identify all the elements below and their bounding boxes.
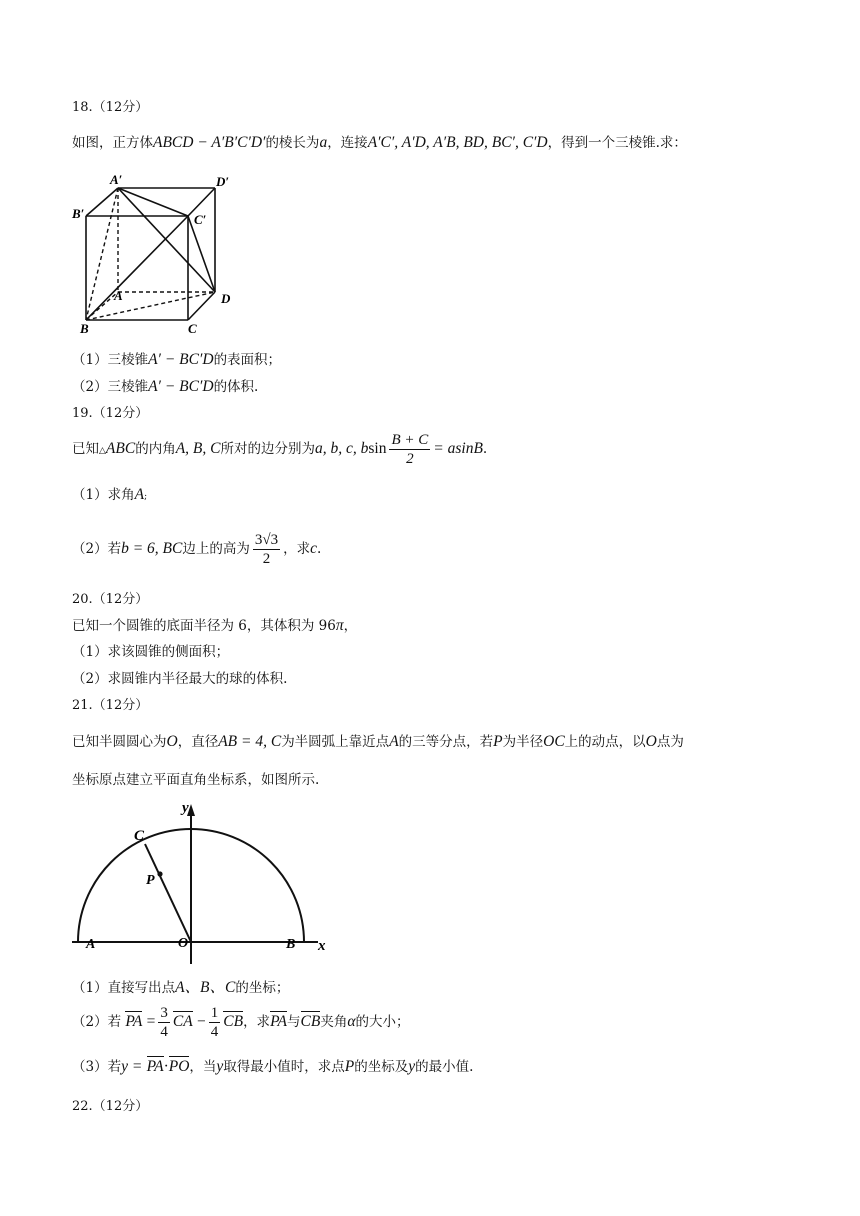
q18-stem	[72, 133, 687, 153]
q19-stem	[72, 429, 487, 471]
label-c-prime: C′	[194, 212, 207, 227]
q19-p2-text-c: ，求	[283, 541, 311, 557]
q18-part2	[72, 377, 258, 397]
point-a-label: A	[86, 937, 96, 952]
q18-p1-tetra: A′ − BC′D	[148, 351, 214, 368]
label-b: B	[80, 321, 89, 336]
q21-text-d: 的三等分点，若	[398, 734, 494, 750]
label-a: A	[114, 288, 123, 303]
q21-p3-dot: ·	[163, 1058, 169, 1075]
axis-x-label: x	[318, 938, 326, 954]
axis-y-label: y	[182, 800, 189, 816]
q19-p2-end: .	[317, 541, 322, 557]
q21-heading: 21.（12分）	[72, 698, 149, 713]
vec-po: PO	[168, 1058, 190, 1075]
q21-p3-p: P	[344, 1058, 355, 1075]
label-a-prime: A′	[110, 172, 123, 187]
vec-ca: CA	[172, 1013, 193, 1030]
q18-edges: A′C′, A′D, A′B, BD, BC′, C′D	[367, 134, 548, 151]
q19-p2-cond: b = 6, BC	[121, 540, 183, 557]
q19-frac-den: 2	[406, 451, 414, 467]
q22-heading: 22.（12分）	[72, 1099, 149, 1114]
q21-p2-text-c: 与	[287, 1014, 301, 1030]
q19-end: .	[482, 441, 488, 457]
q21-p3-text-e: 的最小值.	[415, 1059, 474, 1075]
q21-a: A	[389, 733, 399, 750]
q21-f2-den: 4	[210, 1024, 219, 1040]
q19-frac-num: B + C	[391, 432, 429, 448]
q18-p2-text-a: （2）三棱锥	[72, 379, 149, 395]
q19-text-a: 已知	[72, 441, 99, 457]
q18-stem-text-c: ，连接	[327, 135, 368, 151]
q21-part3	[72, 1057, 473, 1077]
label-c: C	[188, 321, 197, 336]
q21-p1-points: A、B、C	[175, 979, 236, 996]
q19-p1-var: A	[134, 486, 145, 503]
point-o-label: O	[178, 936, 189, 951]
q18-edge-var: a	[319, 134, 328, 151]
q18-stem-text-d: ，得到一个三棱锥.求：	[547, 135, 687, 151]
q18-p1-text-b: 的表面积；	[213, 352, 282, 368]
q21-text-f: 上的动点，以	[564, 734, 646, 750]
q21-p2-minus: −	[197, 1013, 206, 1030]
q21-stem	[72, 732, 684, 752]
q19-part1	[72, 485, 147, 507]
q21-text-e: 为半径	[502, 734, 544, 750]
q20-text-a: 已知一个圆锥的底面半径为 6，其体积为 96	[72, 618, 336, 634]
q21-ab: AB = 4, C	[218, 733, 282, 750]
q21-alpha: α	[347, 1013, 356, 1030]
triangle-icon: △	[99, 446, 106, 456]
q18-heading: 18.（12分）	[72, 100, 149, 115]
q21-p2-text-b: ，求	[243, 1014, 271, 1030]
q21-p3-y3: y	[408, 1058, 416, 1075]
q21-oc: OC	[543, 733, 565, 750]
q21-o: O	[166, 733, 178, 750]
vec-cb: CB	[223, 1013, 244, 1030]
q19-fraction	[389, 431, 430, 468]
q19-abc: ABC	[105, 440, 136, 457]
q19-p1-text-b: ;	[144, 492, 148, 502]
q20-pi: π	[335, 617, 344, 634]
q18-stem-text-a: 如图，正方体	[72, 135, 153, 151]
q21-p3-y2: y	[216, 1058, 224, 1075]
q21-p2-text-d: 夹角	[320, 1014, 348, 1030]
q18-stem-text-b: 的棱长为	[265, 135, 320, 151]
label-b-prime: B′	[72, 206, 85, 221]
point-b-label: B	[286, 937, 296, 952]
q20-heading: 20.（12分）	[72, 592, 149, 607]
point-p-label: P	[146, 873, 155, 888]
label-d-prime: D′	[216, 174, 230, 189]
q21-part2	[72, 1002, 409, 1042]
q21-p2-text-a: （2）若	[72, 1014, 122, 1030]
q21-semicircle-figure	[68, 798, 338, 970]
q21-p2-text-e: 的大小；	[355, 1014, 410, 1030]
q19-text-b: 的内角	[135, 441, 176, 457]
q21-frac-1-4	[209, 1004, 221, 1041]
q19-sin: sin	[368, 440, 387, 457]
q20-part1: （1）求该圆锥的侧面积；	[72, 644, 230, 660]
q21-frac-3-4	[158, 1004, 170, 1041]
q21-p1-text-b: 的坐标；	[235, 980, 290, 996]
q21-o2: O	[645, 733, 657, 750]
q20-text-b: ，	[343, 618, 358, 634]
q20-stem	[72, 616, 357, 636]
q18-p2-text-b: 的体积.	[213, 379, 259, 395]
q19-p1-text-a: （1）求角	[72, 487, 135, 503]
q18-cube-name: ABCD − A′B′C′D′	[153, 134, 266, 151]
q18-p1-text-a: （1）三棱锥	[72, 352, 149, 368]
q19-eq: = asinB	[433, 440, 483, 457]
q19-heading: 19.（12分）	[72, 406, 149, 421]
q21-p2-eq: =	[146, 1013, 156, 1030]
vec-pa-2: PA	[270, 1013, 288, 1030]
q21-p3-text-d: 的坐标及	[354, 1059, 409, 1075]
q21-p3-text-a: （3）若	[72, 1059, 122, 1075]
q18-part1	[72, 350, 281, 370]
q19-p2-frac-num: 3√3	[254, 532, 279, 548]
q21-p: P	[493, 733, 503, 750]
q21-f2-num: 1	[210, 1005, 219, 1021]
label-d: D	[221, 291, 231, 306]
q19-p2-fraction	[253, 531, 280, 568]
q19-part2	[72, 527, 321, 571]
q21-p3-text-b: ，当	[189, 1059, 217, 1075]
q18-p2-tetra: A′ − BC′D	[148, 378, 214, 395]
q21-f1-num: 3	[160, 1005, 168, 1021]
q19-p2-var: c	[310, 540, 317, 557]
q21-part1	[72, 978, 289, 998]
q19-sides: a, b, c, b	[314, 440, 369, 457]
point-c-label: C	[134, 828, 145, 844]
q19-p2-text-a: （2）若	[72, 541, 122, 557]
q21-p1-text-a: （1）直接写出点	[72, 980, 176, 996]
q19-angles: A, B, C	[175, 440, 221, 457]
q21-text-a: 已知半圆圆心为	[72, 734, 167, 750]
q19-text-c: 所对的边分别为	[220, 441, 315, 457]
q21-p3-text-c: 取得最小值时，求点	[223, 1059, 345, 1075]
q21-f1-den: 4	[160, 1024, 168, 1040]
q21-p3-y: y =	[121, 1058, 143, 1075]
q21-text-c: 为半圆弧上靠近点	[281, 734, 390, 750]
q20-part2: （2）求圆锥内半径最大的球的体积.	[72, 671, 288, 687]
vec-pa-3: PA	[146, 1058, 164, 1075]
vec-pa: PA	[125, 1013, 143, 1030]
q19-p2-frac-den: 2	[262, 551, 271, 567]
q21-text-g: 点为	[656, 734, 684, 750]
q18-cube-figure	[70, 170, 240, 340]
q19-p2-text-b: 边上的高为	[182, 541, 250, 557]
q21-stem-line2: 坐标原点建立平面直角坐标系，如图所示.	[72, 772, 320, 788]
q21-text-b: ，直径	[177, 734, 219, 750]
vec-cb-2: CB	[300, 1013, 321, 1030]
